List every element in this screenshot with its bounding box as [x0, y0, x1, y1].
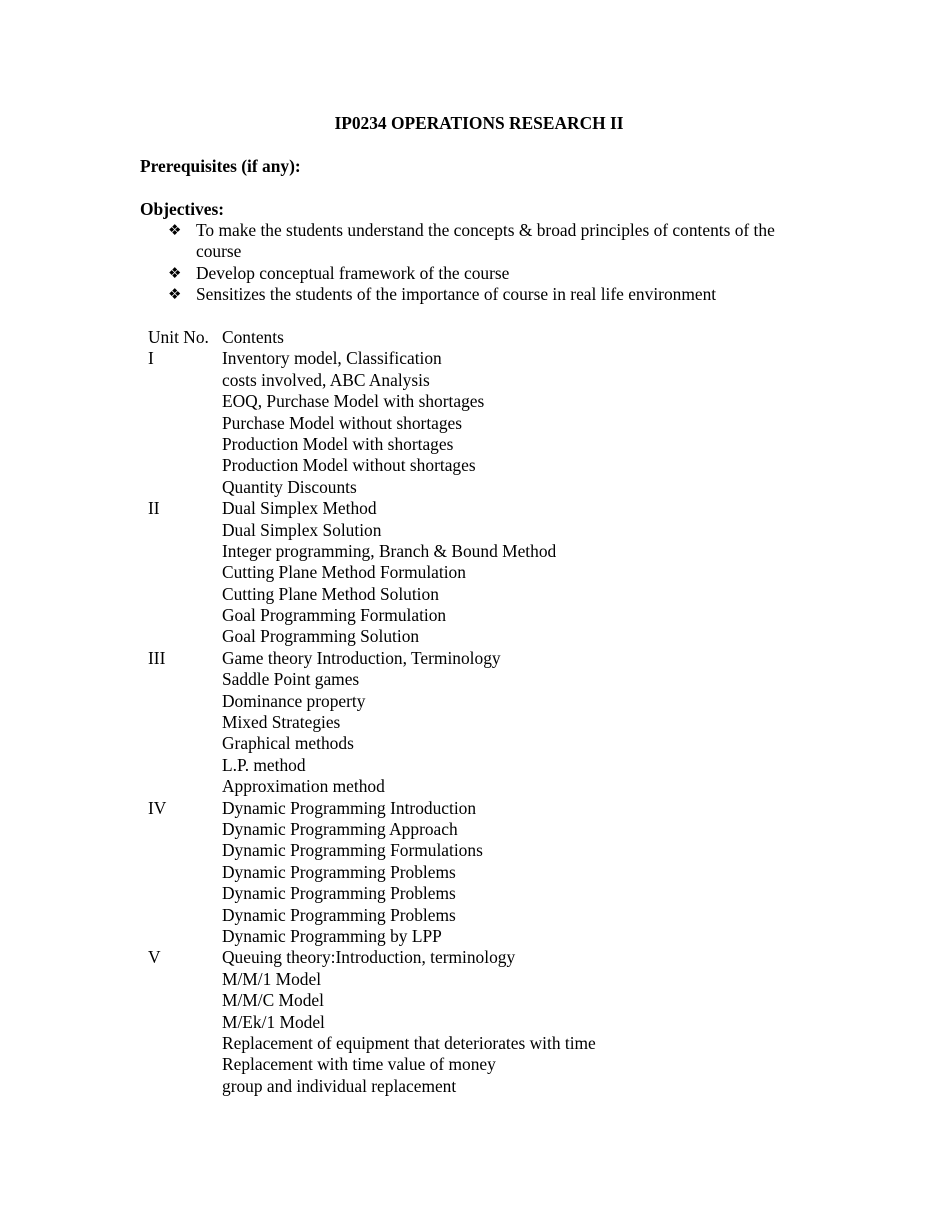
- unit-content: Dynamic Programming Problems: [222, 904, 456, 925]
- table-row: [148, 370, 596, 391]
- table-body: [148, 348, 596, 1097]
- unit-content: EOQ, Purchase Model with shortages: [222, 391, 485, 412]
- table-row: [148, 1076, 596, 1097]
- unit-content: Approximation method: [222, 776, 385, 797]
- unit-content: Cutting Plane Method Formulation: [222, 562, 466, 583]
- unit-number: [148, 455, 222, 476]
- unit-content: Production Model with shortages: [222, 433, 454, 454]
- table-row: [148, 584, 596, 605]
- table-row: [148, 348, 596, 369]
- table-row: [148, 413, 596, 434]
- table-row: [148, 562, 596, 583]
- unit-number: [148, 862, 222, 883]
- unit-number: [148, 669, 222, 690]
- unit-content: M/Ek/1 Model: [222, 1011, 325, 1032]
- objective-text: Develop conceptual framework of the course: [196, 262, 510, 283]
- unit-number: [148, 1033, 222, 1054]
- unit-content: Inventory model, Classification: [222, 348, 442, 369]
- table-row: [148, 541, 596, 562]
- table-row: [148, 969, 596, 990]
- unit-content: Saddle Point games: [222, 669, 360, 690]
- table-row: [148, 733, 596, 754]
- unit-content: Replacement of equipment that deteriorates with time: [222, 1032, 596, 1053]
- table-row: [148, 926, 596, 947]
- table-row: [148, 862, 596, 883]
- unit-content: Game theory Introduction, Terminology: [222, 647, 501, 668]
- table-row: [148, 1012, 596, 1033]
- table-row: [148, 947, 596, 968]
- unit-content: Integer programming, Branch & Bound Method: [222, 540, 557, 561]
- unit-number: [148, 584, 222, 605]
- unit-number: V: [148, 947, 161, 968]
- diamond-bullet-icon: ❖: [168, 221, 182, 239]
- unit-content: Dynamic Programming Problems: [222, 861, 456, 882]
- unit-content: Production Model without shortages: [222, 455, 476, 476]
- unit-content: Dual Simplex Method: [222, 498, 377, 519]
- unit-content: Dynamic Programming Problems: [222, 883, 456, 904]
- table-row: [148, 776, 596, 797]
- prerequisites-heading: Prerequisites (if any):: [140, 156, 301, 176]
- unit-number: [148, 926, 222, 947]
- unit-content: Dynamic Programming by LPP: [222, 925, 442, 946]
- unit-content: Cutting Plane Method Solution: [222, 583, 439, 604]
- unit-number: [148, 370, 222, 391]
- unit-content: group and individual replacement: [222, 1075, 457, 1096]
- unit-number: [148, 413, 222, 434]
- unit-content: Dual Simplex Solution: [222, 519, 382, 540]
- unit-number: [148, 883, 222, 904]
- unit-number: II: [148, 498, 160, 519]
- unit-number: [148, 733, 222, 754]
- table-row: [148, 798, 596, 819]
- unit-content: Dynamic Programming Formulations: [222, 840, 483, 861]
- unit-content: Goal Programming Formulation: [222, 605, 447, 626]
- objective-text: Sensitizes the students of the importance of course in real life environment: [196, 284, 717, 305]
- unit-number: [148, 776, 222, 797]
- course-title: IP0234 OPERATIONS RESEARCH II: [334, 113, 624, 133]
- objectives-list: [168, 220, 808, 306]
- unit-header: Unit No.: [148, 327, 209, 347]
- unit-number: [148, 605, 222, 626]
- unit-number: [148, 391, 222, 412]
- table-row: [148, 755, 596, 776]
- unit-number: [148, 626, 222, 647]
- unit-content: Graphical methods: [222, 733, 354, 754]
- table-row: [148, 669, 596, 690]
- objectives-heading: Objectives:: [140, 199, 225, 219]
- unit-number: IV: [148, 797, 167, 818]
- unit-number: [148, 1076, 222, 1097]
- contents-header: Contents: [222, 327, 284, 347]
- table-row: [148, 712, 596, 733]
- unit-number: [148, 990, 222, 1011]
- unit-number: III: [148, 647, 166, 668]
- table-row: [148, 1054, 596, 1075]
- table-row: [148, 455, 596, 476]
- unit-content: Mixed Strategies: [222, 712, 341, 733]
- diamond-bullet-icon: ❖: [168, 263, 182, 282]
- unit-number: [148, 755, 222, 776]
- objective-item: [168, 220, 808, 263]
- unit-number: [148, 1054, 222, 1075]
- table-row: [148, 691, 596, 712]
- unit-content: Dynamic Programming Approach: [222, 818, 458, 839]
- table-row: [148, 391, 596, 412]
- diamond-bullet-icon: ❖: [168, 285, 182, 304]
- unit-content: Queuing theory:Introduction, terminology: [222, 947, 516, 968]
- table-row: [148, 990, 596, 1011]
- unit-content: costs involved, ABC Analysis: [222, 369, 430, 390]
- unit-content: Purchase Model without shortages: [222, 412, 463, 433]
- unit-content: M/M/1 Model: [222, 968, 322, 989]
- unit-number: [148, 840, 222, 861]
- unit-number: I: [148, 348, 154, 369]
- table-row: [148, 883, 596, 904]
- unit-number: [148, 905, 222, 926]
- objective-text: To make the students understand the concepts & broad principles of contents of the course: [196, 220, 775, 262]
- unit-number: [148, 969, 222, 990]
- unit-content: L.P. method: [222, 754, 306, 775]
- unit-number: [148, 691, 222, 712]
- table-row: [148, 498, 596, 519]
- table-row: [148, 905, 596, 926]
- unit-content: M/M/C Model: [222, 990, 324, 1011]
- units-table: [148, 327, 596, 1097]
- table-row: [148, 605, 596, 626]
- unit-number: [148, 712, 222, 733]
- table-row: [148, 648, 596, 669]
- unit-content: Quantity Discounts: [222, 476, 357, 497]
- objective-item: [168, 263, 808, 284]
- unit-number: [148, 819, 222, 840]
- unit-number: [148, 1012, 222, 1033]
- table-header-row: [148, 327, 596, 348]
- unit-number: [148, 541, 222, 562]
- unit-number: [148, 477, 222, 498]
- unit-content: Dynamic Programming Introduction: [222, 797, 477, 818]
- table-row: [148, 434, 596, 455]
- table-row: [148, 819, 596, 840]
- table-row: [148, 840, 596, 861]
- unit-content: Goal Programming Solution: [222, 626, 420, 647]
- table-row: [148, 477, 596, 498]
- unit-content: Dominance property: [222, 690, 366, 711]
- unit-number: [148, 520, 222, 541]
- unit-number: [148, 562, 222, 583]
- table-row: [148, 1033, 596, 1054]
- objective-item: [168, 284, 808, 305]
- unit-number: [148, 434, 222, 455]
- table-row: [148, 520, 596, 541]
- table-row: [148, 626, 596, 647]
- unit-content: Replacement with time value of money: [222, 1054, 496, 1075]
